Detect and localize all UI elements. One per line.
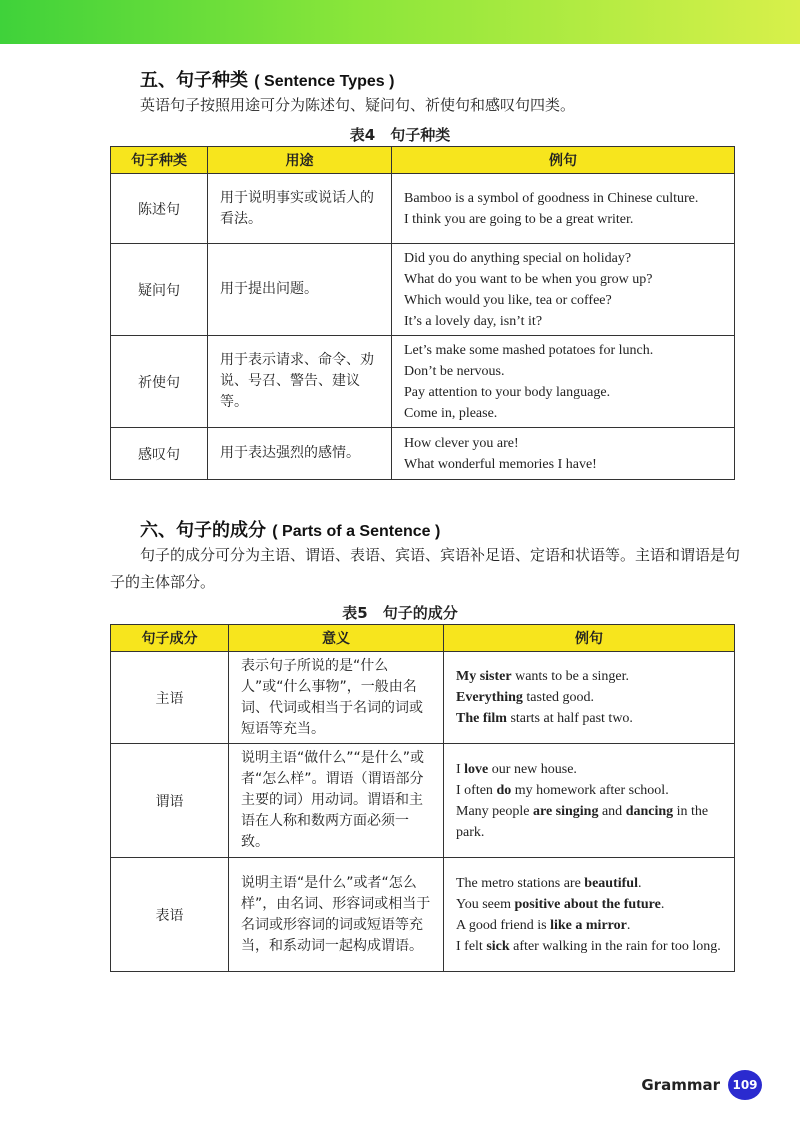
highlighted-part: love (464, 761, 489, 777)
highlighted-part: dancing (625, 803, 674, 819)
sentence-text: . (660, 896, 665, 912)
example-sentence (456, 936, 722, 957)
example-sentence: How clever you are! (404, 435, 519, 451)
sentence-part-cell: 主语 (111, 652, 229, 744)
usage-cell: 用于表示请求、命令、劝说、号召、警告、建议等。 (208, 336, 392, 428)
example-sentence (456, 666, 722, 687)
highlighted-part: The film (456, 711, 507, 726)
example-sentence: Come in, please. (404, 405, 498, 421)
example-sentence: Did you do anything special on holiday? (404, 250, 632, 266)
usage-cell: 用于提出问题。 (208, 244, 392, 336)
header-cell: 例句 (444, 625, 735, 652)
sentence-text: tasted good. (522, 690, 595, 705)
example-sentence: Which would you like, tea or coffee? (404, 292, 612, 308)
example-sentence (456, 801, 722, 843)
sentence-type-cell: 祈使句 (111, 336, 208, 428)
table-row (111, 744, 735, 858)
sentence-type-cell: 陈述句 (111, 174, 208, 244)
sentence-text: A good friend is (456, 917, 551, 933)
highlighted-part: beautiful (584, 875, 638, 891)
sentence-text: . (637, 875, 642, 891)
table-row (111, 428, 735, 480)
header-cell: 句子种类 (111, 147, 208, 174)
example-sentence: What wonderful memories I have! (404, 456, 597, 472)
sentence-text: wants to be a singer. (511, 669, 630, 684)
example-sentence: Don’t be nervous. (404, 363, 505, 379)
example-sentence (456, 687, 722, 708)
sentence-part-cell: 表语 (111, 858, 229, 972)
table-5-caption: 表5 句子的成分 (342, 604, 458, 622)
example-sentence: I think you are going to be a great writer. (404, 211, 634, 227)
sentence-parts-table (110, 624, 735, 972)
example-sentence: What do you want to be when you grow up? (404, 271, 653, 287)
sentence-type-cell: 疑问句 (111, 244, 208, 336)
meaning-cell: 说明主语“是什么”或者“怎么样”，由名词、形容词或相当于名词或形容词的词或短语等充当，和系动词一起构成谓语。 (229, 858, 444, 972)
example-sentence (456, 894, 722, 915)
example-sentence: Bamboo is a symbol of goodness in Chinese culture. (404, 190, 699, 206)
sentence-text: You seem (456, 896, 515, 912)
sentence-text: I often (456, 782, 497, 798)
sentence-text: . (626, 917, 631, 933)
usage-cell: 用于表达强烈的感情。 (208, 428, 392, 480)
table-row (111, 336, 735, 428)
sentence-text: The metro stations are (456, 875, 585, 891)
examples-cell (392, 336, 735, 428)
highlighted-part: My sister (456, 669, 512, 684)
section-6-intro: 句子的成分可分为主语、谓语、表语、宾语、宾语补足语、定语和状语等。主语和谓语是句子的主体部分。 (110, 546, 741, 591)
section-6-title (140, 516, 440, 542)
examples-cell (392, 244, 735, 336)
examples-cell (444, 652, 735, 744)
table-row (111, 858, 735, 972)
meaning-cell: 说明主语“做什么”“是什么”或者“怎么样”。谓语（谓语部分主要的词）用动词。谓语和主语在人称和数两方面必须一致。 (229, 744, 444, 858)
section-5-title-cn: 五、句子种类 (140, 70, 248, 91)
header-cell: 意义 (229, 625, 444, 652)
examples-cell (444, 858, 735, 972)
section-5-title (140, 66, 394, 92)
sentence-text: my homework after school. (511, 782, 669, 798)
example-sentence: Let’s make some mashed potatoes for lunch. (404, 342, 654, 358)
section-5-title-en: ( Sentence Types ) (254, 73, 395, 90)
section-5-intro: 英语句子按照用途可分为陈述句、疑问句、祈使句和感叹句四类。 (140, 96, 576, 114)
sentence-text: starts at half past two. (506, 711, 633, 726)
examples-cell (392, 428, 735, 480)
example-sentence (456, 759, 722, 780)
sentence-type-cell: 感叹句 (111, 428, 208, 480)
table-header-row (111, 147, 735, 174)
header-cell: 例句 (392, 147, 735, 174)
table-row (111, 244, 735, 336)
highlighted-part: do (496, 782, 512, 798)
sentence-text: in the park. (456, 803, 709, 840)
highlighted-part: are singing (532, 803, 599, 819)
section-6-title-cn: 六、句子的成分 (140, 520, 266, 541)
footer-grammar-label: Grammar (641, 1076, 720, 1094)
page-number-badge: 109 (728, 1070, 762, 1100)
sentence-text: our new house. (488, 761, 577, 777)
meaning-cell: 表示句子所说的是“什么人”或“什么事物”，一般由名词、代词或相当于名词的词或短语等充当。 (229, 652, 444, 744)
sentence-text: I felt (456, 938, 487, 954)
sentence-part-cell: 谓语 (111, 744, 229, 858)
top-gradient-banner (0, 0, 800, 44)
example-sentence (456, 873, 722, 894)
highlighted-part: like a mirror (550, 917, 627, 933)
sentence-text: and (598, 803, 626, 819)
usage-cell: 用于说明事实或说话人的看法。 (208, 174, 392, 244)
highlighted-part: Everything (456, 690, 523, 705)
sentence-text: after walking in the rain for too long. (509, 938, 721, 954)
example-sentence (456, 708, 722, 729)
table-row (111, 174, 735, 244)
examples-cell (392, 174, 735, 244)
highlighted-part: sick (486, 938, 510, 954)
example-sentence: It’s a lovely day, isn’t it? (404, 313, 543, 329)
example-sentence: Pay attention to your body language. (404, 384, 611, 400)
table-row (111, 652, 735, 744)
sentence-text: Many people (456, 803, 533, 819)
table-header-row (111, 625, 735, 652)
sentence-types-table (110, 146, 735, 480)
example-sentence (456, 780, 722, 801)
header-cell: 句子成分 (111, 625, 229, 652)
examples-cell (444, 744, 735, 858)
section-6-title-en: ( Parts of a Sentence ) (272, 523, 441, 540)
highlighted-part: positive about the future (514, 896, 661, 912)
example-sentence (456, 915, 722, 936)
table-4-caption: 表4 句子种类 (349, 126, 451, 144)
header-cell: 用途 (208, 147, 392, 174)
sentence-text: I (456, 761, 465, 777)
